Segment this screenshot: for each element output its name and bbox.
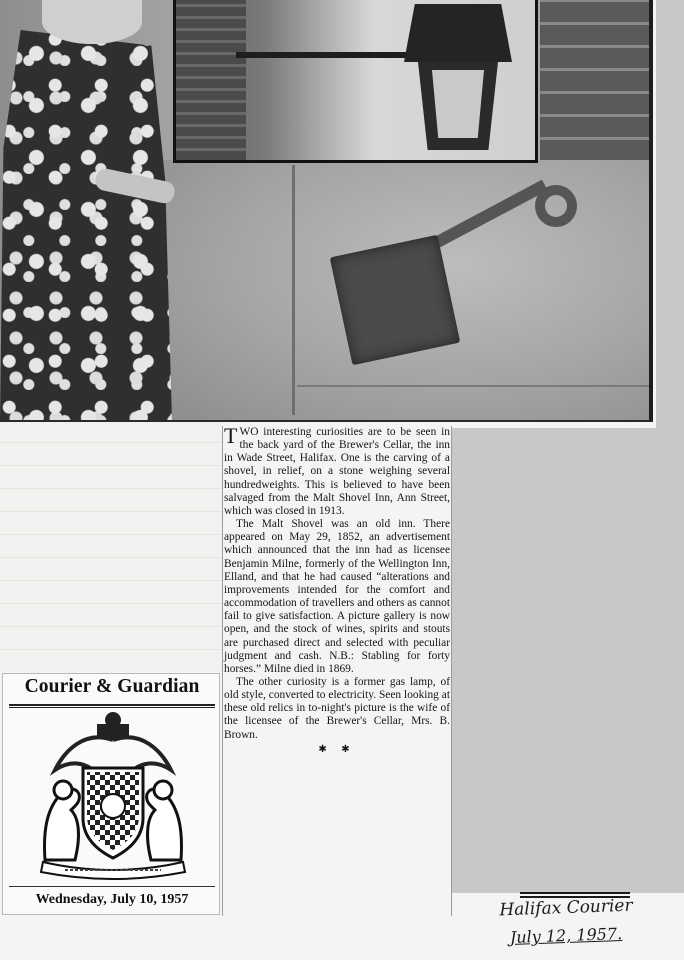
article-photograph	[0, 0, 653, 422]
redacted-area	[452, 428, 684, 893]
handwritten-source: Halifax Courier	[499, 895, 633, 921]
gas-lamp	[404, 4, 512, 154]
brick-wall	[540, 0, 653, 160]
drop-cap: T	[224, 423, 238, 448]
gas-lamp-inset-photo	[173, 0, 538, 163]
shovel-carving-blade	[330, 235, 460, 365]
article-paragraph: The other curiosity is a former gas lamp, of old style, converted to electricity. Seen looking at these old relics in to-night's picture is the wife of the licensee of the Brewer's Cellar, Mrs. B. Brown.	[224, 675, 450, 741]
column-rule	[222, 426, 223, 916]
end-mark: ✱ ✱	[318, 743, 356, 755]
coat-of-arms-icon	[25, 710, 201, 880]
woman-figure	[0, 0, 180, 422]
handwritten-date: July 12, 1957.	[509, 924, 623, 947]
masthead-title: Courier & Guardian	[24, 676, 200, 697]
scrapbook-page	[0, 422, 222, 672]
article-text	[224, 423, 450, 918]
newspaper-masthead	[2, 673, 220, 915]
shovel-carving-grip	[535, 185, 577, 227]
article-paragraph: The Malt Shovel was an old inn. There appeared on May 29, 1852, an advertisement which announced that the inn had as licensee Benjamin Milne, formerly of the Wellington Inn, Elland, and that he had caused “alterations and improvements intended for the comfort and accommodation of travellers and others as cannot fail to give satisfaction. A picture gallery is now open, and the stock of wines, spirits and stouts are purchased direct and selected with peculiar judgment and cash. N.B.: Stabling for forty horses.” Milne died in 1869.	[224, 518, 450, 675]
floral-dress	[0, 30, 172, 422]
publication-date: Wednesday, July 10, 1957	[35, 892, 189, 907]
redacted-area	[656, 0, 684, 430]
article-paragraph: TWO interesting curiosities are to be seen in the back yard of the Brewer's Cellar, the inn in Wade Street, Halifax. One is the carving of a shovel, in relief, on a stone weighing several hundredweights. This is believed to have been salvaged from the Malt Shovel Inn, Ann Street, which was closed in 1913.	[224, 423, 450, 517]
